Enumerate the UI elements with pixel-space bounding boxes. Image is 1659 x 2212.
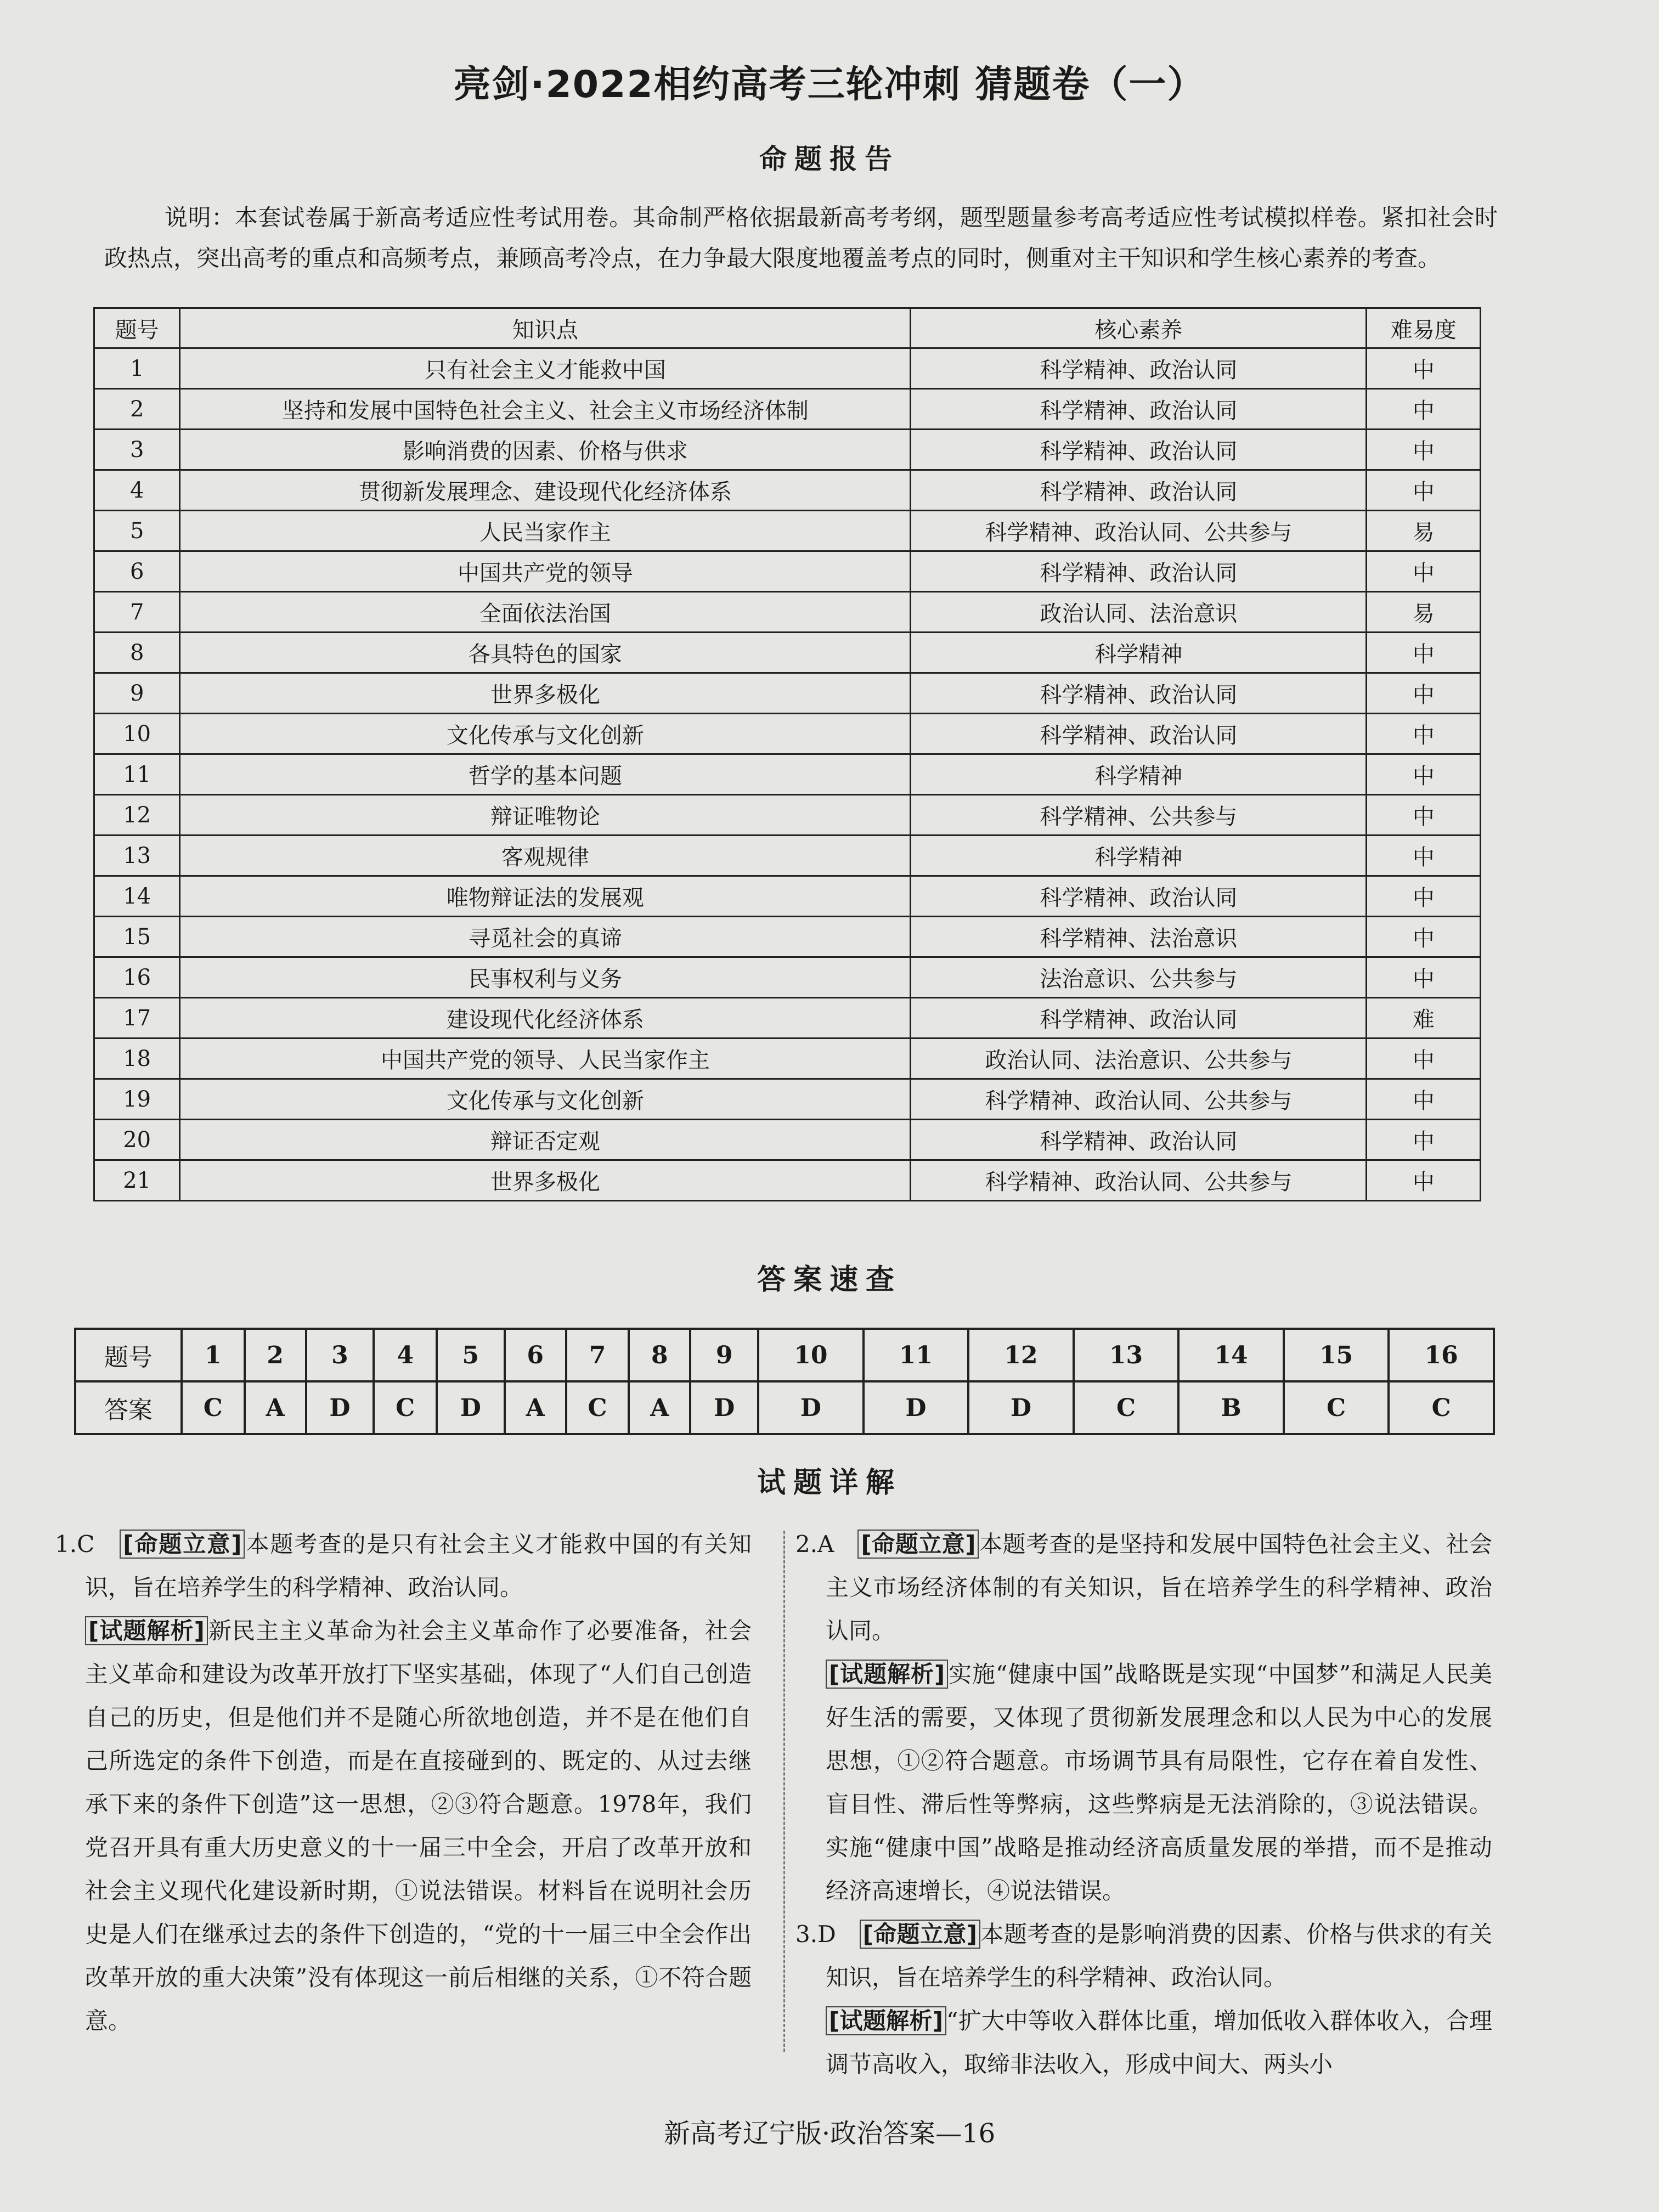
table-row [94,957,1481,998]
knowledge-point-cell: 文化传承与文化创新 [180,714,911,754]
core-literacy-cell: 科学精神、政治认同 [911,876,1367,917]
question-number-cell: 10 [94,714,180,754]
analysis-tag: [试题解析] [826,2006,946,2035]
detail-heading: 试题详解 [757,1466,902,1499]
knowledge-point-cell: 中国共产党的领导 [180,551,911,592]
knowledge-point-cell: 坚持和发展中国特色社会主义、社会主义市场经济体制 [180,389,911,430]
knowledge-point-cell: 各具特色的国家 [180,633,911,673]
knowledge-point-cell: 寻觅社会的真谛 [180,917,911,957]
table-row [94,795,1481,836]
answer-value-cell: D [306,1381,374,1434]
answer-table [74,1328,1495,1435]
header-cell: 知识点 [180,308,911,348]
question-number-cell: 15 [94,917,180,957]
answer-value-cell: D [690,1381,758,1434]
table-row [94,917,1481,957]
answer-value-cell: D [864,1381,969,1434]
report-header-row [94,308,1481,348]
answer-number-cell: 2 [245,1329,306,1381]
answer-number-cell: 15 [1284,1329,1389,1381]
answer-number-cell: 3 [306,1329,374,1381]
answer-value-cell: D [437,1381,505,1434]
answer-number-cell: 12 [968,1329,1074,1381]
answer-value-cell: A [505,1381,566,1434]
answer-heading: 答案速查 [757,1263,902,1296]
knowledge-point-cell: 人民当家作主 [180,511,911,551]
table-row [94,470,1481,511]
answer-number-cell: 6 [505,1329,566,1381]
difficulty-cell: 中 [1367,1079,1481,1120]
question-number-cell: 16 [94,957,180,998]
core-literacy-cell: 科学精神、政治认同、公共参与 [911,1160,1367,1201]
table-row [94,1160,1481,1201]
question-number-cell: 6 [94,551,180,592]
difficulty-cell: 中 [1367,1120,1481,1160]
analysis-text: 实施“健康中国”战略既是实现“中国梦”和满足人民美好生活的需要，又体现了贯彻新发展理念和以人民为中心的发展思想，①②符合题意。市场调节具有局限性，它存在着自发性、盲目性、滞后性等弊病，这些弊病是无法消除的，③说法错误。实施“健康中国”战略是推动经济高质量发展的举措，而不是推动经济高速增长，④说法错误。 [826,1661,1492,1904]
knowledge-point-cell: 文化传承与文化创新 [180,1079,911,1120]
answer-number-cell: 5 [437,1329,505,1381]
analysis-tag: [试题解析] [826,1660,948,1689]
table-row [94,348,1481,389]
answer-number-cell: 11 [864,1329,969,1381]
knowledge-point-cell: 民事权利与义务 [180,957,911,998]
difficulty-cell: 中 [1367,714,1481,754]
answer-value-cell: C [182,1381,245,1434]
table-row [94,714,1481,754]
report-table [93,307,1481,1201]
page-footer: 新高考辽宁版·政治答案—16 [663,2118,996,2149]
knowledge-point-cell: 贯彻新发展理念、建设现代化经济体系 [180,470,911,511]
question-number-cell: 18 [94,1039,180,1079]
answer-number-cell: 9 [690,1329,758,1381]
question-number-cell: 7 [94,592,180,633]
core-literacy-cell: 科学精神、政治认同 [911,470,1367,511]
knowledge-point-cell: 建设现代化经济体系 [180,998,911,1039]
core-literacy-cell: 科学精神、公共参与 [911,795,1367,836]
difficulty-cell: 易 [1367,592,1481,633]
question-number-cell: 5 [94,511,180,551]
question-number-cell: 20 [94,1120,180,1160]
intro-paragraph: 说明：本套试卷属于新高考适应性考试用卷。其命制严格依据最新高考考纲，题型题量参考高考适应性考试模拟样卷。紧扣社会时政热点，突出高考的重点和高频考点，兼顾高考冷点，在力争最大限度地覆盖考点的同时，侧重对主干知识和学生核心素养的考查。 [104,204,1498,272]
intent-tag: [命题立意] [857,1530,979,1559]
answer-number-cell: 1 [182,1329,245,1381]
core-literacy-cell: 法治意识、公共参与 [911,957,1367,998]
knowledge-point-cell: 辩证唯物论 [180,795,911,836]
header-cell: 难易度 [1367,308,1481,348]
core-literacy-cell: 政治认同、法治意识 [911,592,1367,633]
answer-value-cell: D [758,1381,864,1434]
core-literacy-cell: 科学精神、政治认同 [911,389,1367,430]
knowledge-point-cell: 影响消费的因素、价格与供求 [180,430,911,470]
answer-value-cell: C [1284,1381,1389,1434]
header-cell: 核心素养 [911,308,1367,348]
knowledge-point-cell: 哲学的基本问题 [180,754,911,795]
core-literacy-cell: 科学精神、政治认同 [911,998,1367,1039]
table-row [94,998,1481,1039]
column-divider [783,1531,785,2052]
question-number-cell: 4 [94,470,180,511]
core-literacy-cell: 科学精神 [911,633,1367,673]
core-literacy-cell: 科学精神、政治认同 [911,1120,1367,1160]
knowledge-point-cell: 中国共产党的领导、人民当家作主 [180,1039,911,1079]
question-2-analysis [795,1652,1492,1912]
question-number-cell: 19 [94,1079,180,1120]
question-number-cell: 14 [94,876,180,917]
core-literacy-cell: 政治认同、法治意识、公共参与 [911,1039,1367,1079]
answer-number-cell: 16 [1389,1329,1494,1381]
table-row [94,1079,1481,1120]
analysis-text: 新民主主义革命为社会主义革命作了必要准备，社会主义革命和建设为改革开放打下坚实基础，体现了“人们自己创造自己的历史，但是他们并不是随心所欲地创造，并不是在他们自己所选定的条件下创造，而是在直接碰到的、既定的、从过去继承下来的条件下创造”这一思想，②③符合题意。1978年，我们党召开具有重大历史意义的十一届三中全会，开启了改革开放和社会主义现代化建设新时期，①说法错误。材料旨在说明社会历史是人们在继承过去的条件下创造的，“党的十一届三中全会作出改革开放的重大决策”没有体现这一前后相继的关系，①不符合题意。 [85,1617,752,2034]
difficulty-cell: 易 [1367,511,1481,551]
answer-number-cell: 4 [374,1329,437,1381]
knowledge-point-cell: 客观规律 [180,836,911,876]
question-number-cell: 9 [94,673,180,714]
difficulty-cell: 中 [1367,917,1481,957]
question-number-cell: 2 [94,389,180,430]
question-number-cell: 3 [94,430,180,470]
right-explanation-column [795,1522,1492,2086]
question-number-cell: 11 [94,754,180,795]
core-literacy-cell: 科学精神 [911,836,1367,876]
core-literacy-cell: 科学精神、政治认同 [911,714,1367,754]
intent-tag: [命题立意] [860,1920,980,1949]
report-heading: 命题报告 [759,143,900,175]
answer-number-cell: 7 [566,1329,629,1381]
page-title: 亮剑·2022相约高考三轮冲刺 猜题卷（一） [453,63,1206,106]
question-1-analysis [55,1609,752,2042]
table-row [94,551,1481,592]
difficulty-cell: 中 [1367,1039,1481,1079]
table-row [94,836,1481,876]
answer-number-cell: 14 [1178,1329,1284,1381]
difficulty-cell: 中 [1367,1160,1481,1201]
table-row [94,592,1481,633]
question-number-cell: 17 [94,998,180,1039]
knowledge-point-cell: 世界多极化 [180,673,911,714]
table-row [94,1039,1481,1079]
intent-text: 本题考查的是坚持和发展中国特色社会主义、社会主义市场经济体制的有关知识，旨在培养学生的科学精神、政治认同。 [826,1531,1492,1644]
question-2-intent [795,1522,1492,1652]
answer-number-cell: 13 [1074,1329,1179,1381]
question-3-intent [795,1912,1492,1999]
difficulty-cell: 难 [1367,998,1481,1039]
core-literacy-cell: 科学精神、法治意识 [911,917,1367,957]
question-number: 2.A [795,1531,834,1558]
answer-row-label: 答案 [75,1381,182,1434]
answer-value-cell: B [1178,1381,1284,1434]
knowledge-point-cell: 全面依法治国 [180,592,911,633]
difficulty-cell: 中 [1367,633,1481,673]
question-number: 3.D [795,1921,836,1948]
difficulty-cell: 中 [1367,470,1481,511]
difficulty-cell: 中 [1367,795,1481,836]
question-number-cell: 12 [94,795,180,836]
question-number-cell: 13 [94,836,180,876]
difficulty-cell: 中 [1367,389,1481,430]
table-row [94,430,1481,470]
question-3-analysis [795,1999,1492,2086]
question-number: 1.C [55,1531,95,1558]
answer-value-cell: A [245,1381,306,1434]
answer-number-cell: 8 [629,1329,690,1381]
answer-value-cell: C [566,1381,629,1434]
question-number-cell: 1 [94,348,180,389]
knowledge-point-cell: 辩证否定观 [180,1120,911,1160]
table-row [94,389,1481,430]
core-literacy-cell: 科学精神、政治认同、公共参与 [911,1079,1367,1120]
core-literacy-cell: 科学精神、政治认同 [911,430,1367,470]
question-1-intent [55,1522,752,1609]
core-literacy-cell: 科学精神、政治认同 [911,673,1367,714]
table-row [94,1120,1481,1160]
core-literacy-cell: 科学精神、政治认同 [911,551,1367,592]
answer-value-cell: A [629,1381,690,1434]
difficulty-cell: 中 [1367,876,1481,917]
answer-value-cell: C [374,1381,437,1434]
difficulty-cell: 中 [1367,551,1481,592]
answer-value-cell: C [1389,1381,1494,1434]
intent-tag: [命题立意] [120,1530,245,1559]
difficulty-cell: 中 [1367,348,1481,389]
answer-value-cell: C [1074,1381,1179,1434]
difficulty-cell: 中 [1367,430,1481,470]
table-row [94,754,1481,795]
question-number-cell: 21 [94,1160,180,1201]
difficulty-cell: 中 [1367,754,1481,795]
table-row [94,876,1481,917]
left-explanation-column [55,1522,752,2042]
core-literacy-cell: 科学精神、政治认同、公共参与 [911,511,1367,551]
answer-value-row [75,1381,1494,1434]
analysis-text: “扩大中等收入群体比重，增加低收入群体收入，合理调节高收入，取缔非法收入，形成中间大、两头小 [826,2007,1492,2078]
knowledge-point-cell: 唯物辩证法的发展观 [180,876,911,917]
question-number-cell: 8 [94,633,180,673]
table-row [94,511,1481,551]
answer-number-row [75,1329,1494,1381]
table-row [94,673,1481,714]
analysis-tag: [试题解析] [85,1616,208,1645]
intent-text: 本题考查的是影响消费的因素、价格与供求的有关知识，旨在培养学生的科学精神、政治认同。 [826,1921,1492,1991]
knowledge-point-cell: 世界多极化 [180,1160,911,1201]
difficulty-cell: 中 [1367,957,1481,998]
answer-value-cell: D [968,1381,1074,1434]
intent-text: 本题考查的是只有社会主义才能救中国的有关知识，旨在培养学生的科学精神、政治认同。 [85,1531,752,1601]
core-literacy-cell: 科学精神、政治认同 [911,348,1367,389]
header-cell: 题号 [94,308,180,348]
answer-number-cell: 10 [758,1329,864,1381]
difficulty-cell: 中 [1367,836,1481,876]
table-row [94,633,1481,673]
difficulty-cell: 中 [1367,673,1481,714]
report-table-body [94,348,1481,1201]
knowledge-point-cell: 只有社会主义才能救中国 [180,348,911,389]
core-literacy-cell: 科学精神 [911,754,1367,795]
answer-row-label: 题号 [75,1329,182,1381]
